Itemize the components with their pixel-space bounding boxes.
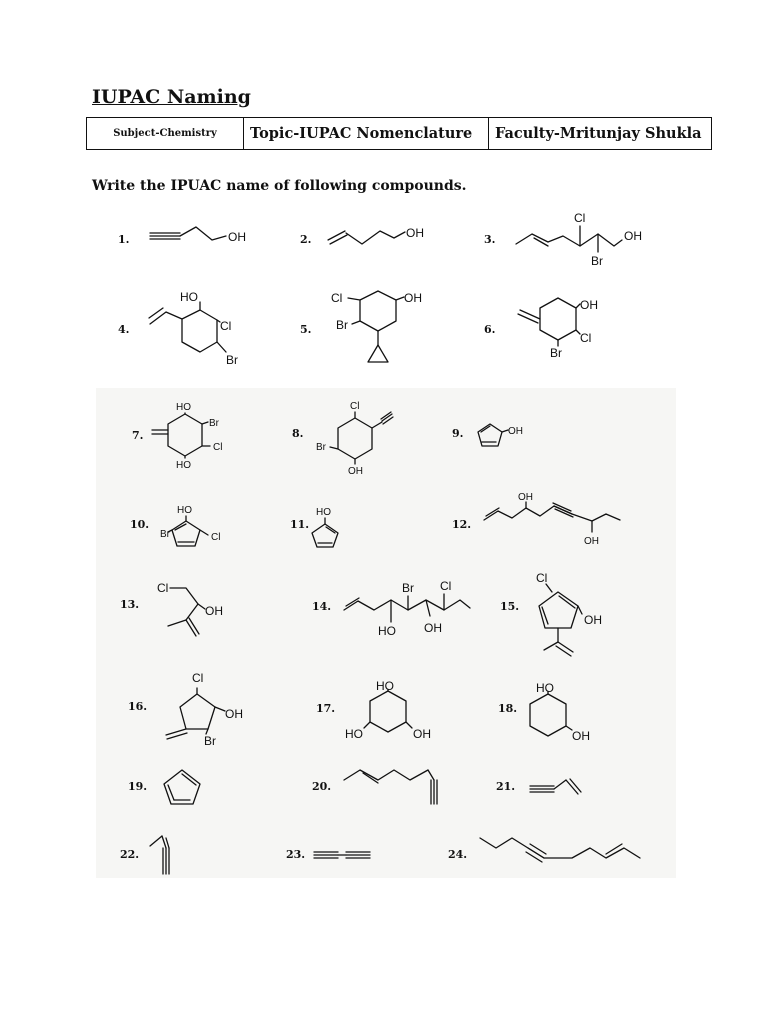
compound-23 bbox=[286, 848, 370, 861]
compound-number-17: 17. bbox=[316, 702, 336, 715]
compound-number-8: 8. bbox=[292, 427, 304, 440]
atom-label: OH bbox=[518, 492, 533, 503]
atom-label: OH bbox=[572, 729, 590, 743]
atom-label: Cl bbox=[574, 211, 586, 225]
atom-label: HO bbox=[176, 460, 191, 471]
atom-label: Br bbox=[160, 529, 170, 540]
atom-label: OH bbox=[404, 291, 422, 305]
compound-number-19: 19. bbox=[128, 780, 148, 793]
compound-5 bbox=[300, 291, 422, 362]
compound-number-24: 24. bbox=[448, 848, 468, 861]
instruction-text: Write the IPUAC name of following compounds. bbox=[92, 178, 467, 194]
compound-number-7: 7. bbox=[132, 429, 144, 442]
compound-number-4: 4. bbox=[118, 323, 130, 336]
compound-number-10: 10. bbox=[130, 518, 150, 531]
compound-10 bbox=[130, 505, 220, 546]
atom-label: HO bbox=[180, 290, 198, 304]
atom-label: Cl bbox=[350, 401, 360, 412]
atom-label: OH bbox=[348, 466, 363, 477]
compound-number-20: 20. bbox=[312, 780, 332, 793]
compound-number-15: 15. bbox=[500, 600, 520, 613]
atom-label: Br bbox=[550, 346, 562, 360]
compound-number-23: 23. bbox=[286, 848, 306, 861]
compound-14 bbox=[312, 579, 470, 638]
compound-number-18: 18. bbox=[498, 702, 518, 715]
atom-label: Cl bbox=[220, 319, 232, 333]
compound-12 bbox=[452, 492, 620, 547]
atom-label: OH bbox=[228, 230, 246, 244]
atom-label: Br bbox=[209, 418, 219, 429]
compound-7 bbox=[132, 402, 222, 471]
atom-label: Cl bbox=[157, 581, 169, 595]
faculty-cell: Faculty-Mritunjay Shukla bbox=[489, 118, 712, 150]
compound-number-21: 21. bbox=[496, 780, 516, 793]
compound-number-6: 6. bbox=[484, 323, 496, 336]
compound-24 bbox=[448, 838, 640, 862]
compound-4 bbox=[118, 290, 238, 367]
atom-label: Cl bbox=[331, 291, 343, 305]
atom-label: OH bbox=[424, 621, 442, 635]
compound-number-9: 9. bbox=[452, 427, 464, 440]
compound-number-2: 2. bbox=[300, 233, 312, 246]
atom-label: OH bbox=[580, 298, 598, 312]
compound-16 bbox=[128, 671, 243, 748]
atom-label: Br bbox=[226, 353, 238, 367]
atom-label: OH bbox=[406, 226, 424, 240]
atom-label: Br bbox=[336, 318, 348, 332]
compound-number-14: 14. bbox=[312, 600, 332, 613]
compound-number-22: 22. bbox=[120, 848, 140, 861]
compound-20 bbox=[312, 770, 437, 804]
atom-label: HO bbox=[176, 402, 191, 413]
compound-8 bbox=[292, 401, 393, 477]
compound-6 bbox=[484, 298, 598, 360]
atom-label: Cl bbox=[192, 671, 204, 685]
compound-15 bbox=[500, 571, 602, 656]
atom-label: Cl bbox=[211, 532, 221, 543]
compound-1 bbox=[118, 227, 246, 246]
atom-label: Cl bbox=[580, 331, 592, 345]
compound-19 bbox=[128, 770, 200, 804]
atom-label: Br bbox=[316, 442, 326, 453]
compound-13 bbox=[120, 581, 223, 636]
atom-label: Br bbox=[204, 734, 216, 748]
atom-label: HO bbox=[177, 505, 192, 516]
compound-11 bbox=[290, 507, 338, 547]
atom-label: HO bbox=[378, 624, 396, 638]
compound-number-1: 1. bbox=[118, 233, 130, 246]
compound-number-3: 3. bbox=[484, 233, 496, 246]
compound-3 bbox=[484, 211, 642, 268]
page-title: IUPAC Naming bbox=[92, 86, 251, 108]
topic-cell: Topic-IUPAC Nomenclature bbox=[244, 118, 489, 150]
compound-number-11: 11. bbox=[290, 518, 310, 531]
atom-label: Cl bbox=[213, 442, 223, 453]
compound-number-12: 12. bbox=[452, 518, 472, 531]
compound-number-13: 13. bbox=[120, 598, 140, 611]
compound-2 bbox=[300, 226, 424, 246]
atom-label: HO bbox=[536, 681, 554, 695]
atom-label: OH bbox=[225, 707, 243, 721]
atom-label: Cl bbox=[440, 579, 452, 593]
atom-label: Br bbox=[402, 581, 414, 595]
atom-label: HO bbox=[316, 507, 331, 518]
atom-label: HO bbox=[345, 727, 363, 741]
compound-number-16: 16. bbox=[128, 700, 148, 713]
atom-label: OH bbox=[413, 727, 431, 741]
compound-22 bbox=[120, 836, 169, 874]
subject-cell: Subject-Chemistry bbox=[87, 118, 244, 150]
atom-label: OH bbox=[584, 536, 599, 547]
atom-label: OH bbox=[508, 426, 523, 437]
atom-label: Br bbox=[591, 254, 603, 268]
compound-number-5: 5. bbox=[300, 323, 312, 336]
atom-label: OH bbox=[205, 604, 223, 618]
atom-label: OH bbox=[584, 613, 602, 627]
atom-label: Cl bbox=[536, 571, 548, 585]
compound-18 bbox=[498, 681, 590, 743]
compound-17 bbox=[316, 679, 431, 741]
compound-9 bbox=[452, 424, 523, 446]
compound-21 bbox=[496, 779, 581, 794]
atom-label: HO bbox=[376, 679, 394, 693]
atom-label: OH bbox=[624, 229, 642, 243]
